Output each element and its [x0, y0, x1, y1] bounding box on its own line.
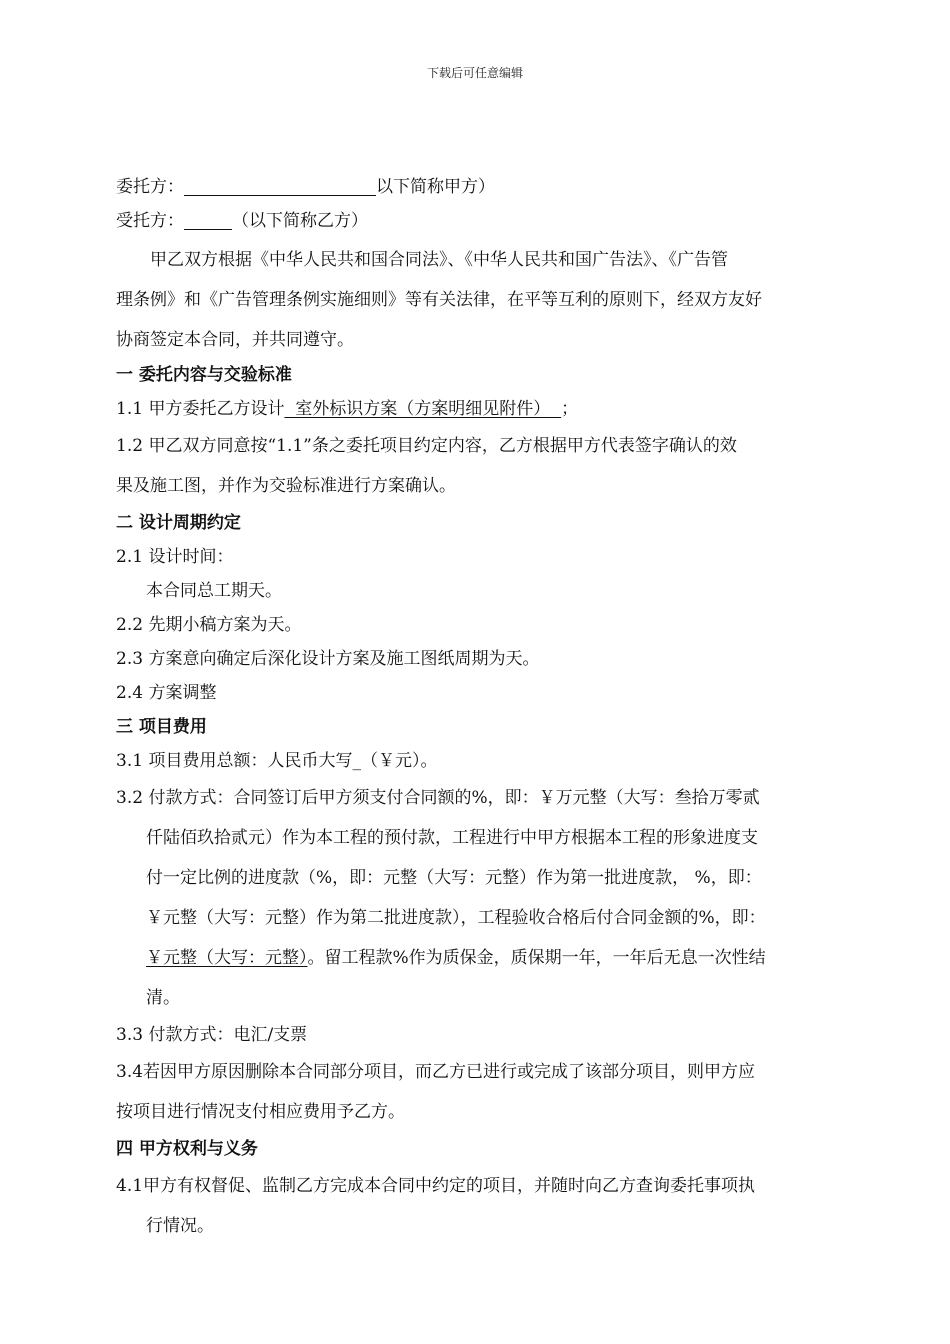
- clause-2-4: 2.4 方案调整: [116, 683, 217, 703]
- clause-3-2-line: 仟陆佰玖拾贰元）作为本工程的预付款，工程进行中甲方根据本工程的形象进度支: [146, 828, 758, 848]
- clause-1-1: [116, 392, 852, 426]
- client-name-blank[interactable]: [184, 175, 376, 196]
- page-header-note: 下载后可任意编辑: [426, 66, 523, 80]
- preamble-line: 理条例》和《广告管理条例实施细则》等有关法律，在平等互利的原则下，经双方友好: [116, 290, 762, 310]
- clause-1-2: [116, 426, 852, 506]
- clause-2-1-detail: 本合同总工期天。: [146, 581, 282, 601]
- clause-1-2-line: 果及施工图，并作为交验标准进行方案确认。: [116, 476, 456, 496]
- preamble-line: 甲乙双方根据《中华人民共和国合同法》、《中华人民共和国广告法》、《广告管: [150, 250, 728, 270]
- clause-3-2-final-amount: ￥元整（大写：元整）: [146, 948, 308, 968]
- clause-3-3: 3.3 付款方式：电汇/支票: [116, 1025, 308, 1045]
- contractor-label: 受托方：: [116, 211, 184, 231]
- clause-1-1-design-scope: 室外标识方案（方案明细见附件）: [284, 399, 562, 419]
- clause-3-2: [116, 778, 852, 1018]
- client-label: 委托方：: [116, 177, 184, 197]
- clause-4-1-line: 4.1甲方有权督促、监制乙方完成本合同中约定的项目，并随时向乙方查询委托事项执: [116, 1176, 756, 1196]
- clause-4-1: [116, 1166, 852, 1246]
- client-suffix: 以下简称甲方）: [376, 177, 495, 197]
- contractor-name-blank[interactable]: [184, 209, 232, 230]
- clause-3-4-line: 3.4若因甲方原因删除本合同部分项目，而乙方已进行或完成了该部分项目，则甲方应: [116, 1062, 756, 1082]
- clause-3-2-line: ￥元整（大写：元整）作为第二批进度款），工程验收合格后付合同金额的%，即：: [146, 908, 766, 928]
- clause-4-1-line: 行情况。: [146, 1216, 214, 1236]
- clause-3-2-line: 付一定比例的进度款（%，即：元整（大写：元整）作为第一批进度款， %，即：: [146, 868, 762, 888]
- clause-3-1: 3.1 项目费用总额：人民币大写_（￥元）。: [116, 751, 438, 771]
- clause-3-4: [116, 1052, 852, 1132]
- preamble-line: 协商签定本合同，并共同遵守。: [116, 330, 354, 350]
- clause-3-2-line: [116, 938, 852, 978]
- section-3-title: 三 项目费用: [116, 717, 207, 737]
- client-line: [116, 170, 852, 204]
- preamble-paragraph: [116, 240, 852, 360]
- clause-1-1-suffix: ；: [561, 399, 579, 419]
- clause-2-1: 2.1 设计时间：: [116, 547, 234, 567]
- section-4-title: 四 甲方权利与义务: [116, 1139, 258, 1159]
- clause-3-2-retention: 。留工程款%作为质保金，质保期一年，一年后无息一次性结: [307, 948, 766, 968]
- clause-2-3: 2.3 方案意向确定后深化设计方案及施工图纸周期为天。: [116, 649, 540, 669]
- clause-1-1-prefix: 1.1 甲方委托乙方设计: [116, 399, 285, 419]
- section-2-title: 二 设计周期约定: [116, 513, 241, 533]
- clause-3-4-line: 按项目进行情况支付相应费用予乙方。: [116, 1102, 405, 1122]
- section-1-title: 一 委托内容与交验标准: [116, 365, 292, 385]
- clause-2-2: 2.2 先期小稿方案为天。: [116, 615, 302, 635]
- contractor-line: [116, 204, 852, 238]
- clause-1-2-line: 1.2 甲乙双方同意按“1.1”条之委托项目约定内容，乙方根据甲方代表签字确认的效: [116, 436, 737, 456]
- clause-3-2-line: 3.2 付款方式：合同签订后甲方须支付合同额的%，即：￥万元整（大写：叁拾万零贰: [116, 788, 760, 808]
- contractor-suffix: （以下简称乙方）: [232, 211, 368, 231]
- contract-body: [116, 170, 852, 1246]
- clause-3-2-line: 清。: [146, 988, 180, 1008]
